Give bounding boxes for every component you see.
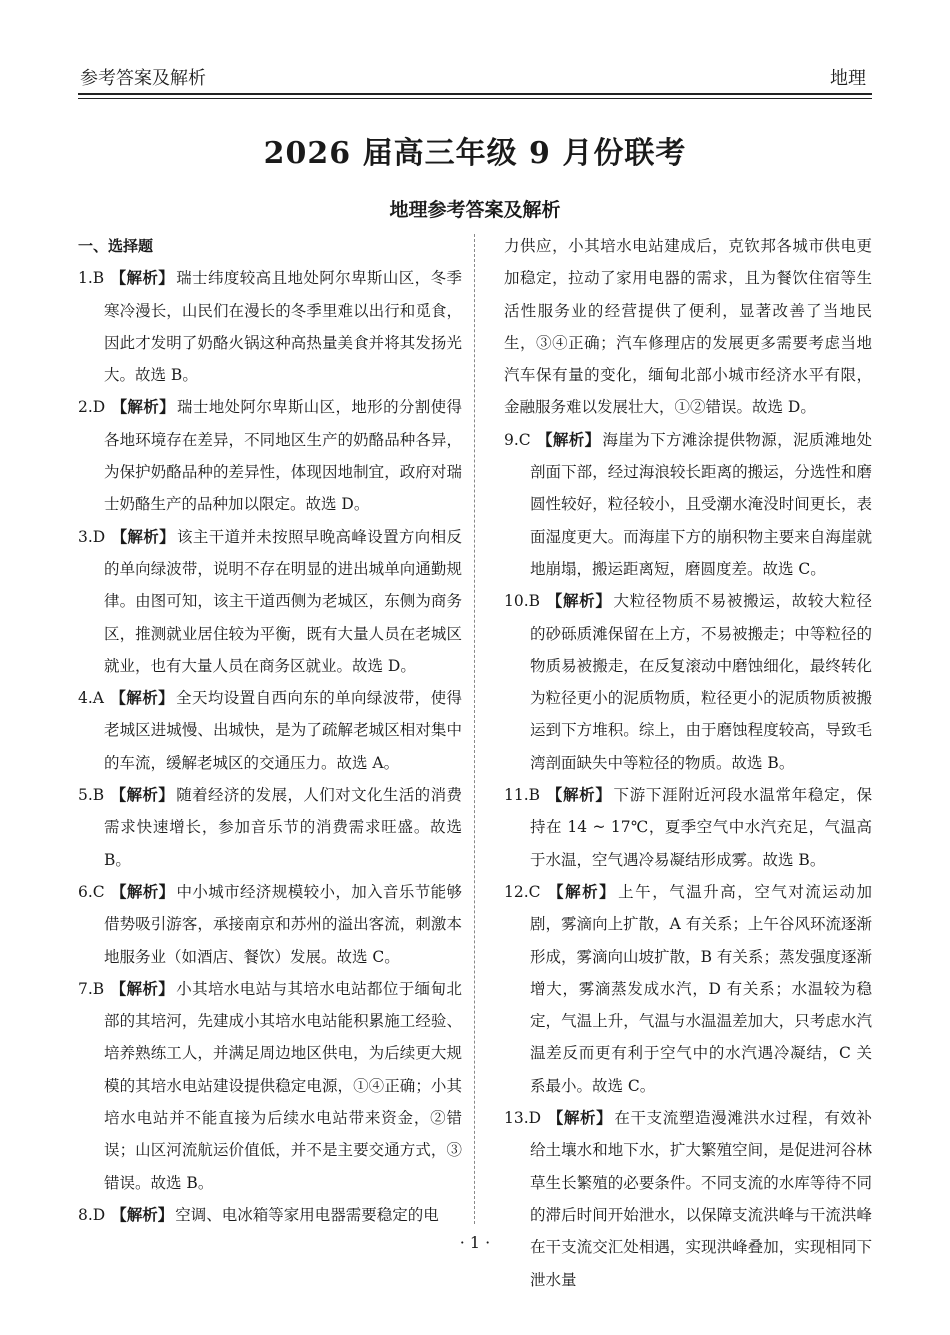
answer-item-9: 9.C 【解析】 海崖为下方滩涂提供物源，泥质滩地处剖面下部，经过海浪较长距离的搬运，分选性和磨圆性较好，粒径较小，且受潮水淹没时间更长，表面湿度更大。而海崖下方的崩积物主要来自海崖就地崩塌，搬运距离短，磨圆度差。故选 C。 xyxy=(504,430,872,578)
answer-item-8-continued: 力供应，小其培水电站建成后，克钦邦各城市供电更加稳定，拉动了家用电器的需求，且为餐饮住宿等生活性服务业的经营提供了便利，显著改善了当地民生，③④正确；汽车修理店的发展更多需要考虑当地汽车保有量的变化，缅甸北部小城市经济水平有限，金融服务难以发展壮大，①②错误。故选 D。 xyxy=(504,237,872,417)
answer-item-8: 8.D 【解析】 空调、电冰箱等家用电器需要稳定的电 xyxy=(78,1205,439,1224)
answer-item-7: 7.B 【解析】 小其培水电站与其培水电站都位于缅甸北部的其培河，先建成小其培水电站能积累施工经验、培养熟练工人，并满足周边地区供电，为后续更大规模的其培水电站建设提供稳定电源，①④正确；小其培水电站并不能直接为后续水电站带来资金，②错误；山区河流航运价值低，并不是主要交通方式，③错误。故选 B。 xyxy=(78,979,462,1192)
page-number: · 1 · xyxy=(459,1233,491,1252)
answer-item-6: 6.C 【解析】 中小城市经济规模较小，加入音乐节能够借势吸引游客，承接南京和苏州的溢出客流，刺激本地服务业（如酒店、餐饮）发展。故选 C。 xyxy=(78,882,462,966)
section-heading: 一、选择题 xyxy=(78,237,154,255)
answer-item-10: 10.B 【解析】 大粒径物质不易被搬运，故较大粒径的砂砾质滩保留在上方，不易被搬走；中等粒径的物质易被搬走，在反复滚动中磨蚀细化，最终转化为粒径更小的泥质物质，粒径更小的泥质物质被搬运到下方堆积。综上，由于磨蚀程度较高，导致毛湾剖面缺失中等粒径的物质。故选 B。 xyxy=(504,592,872,772)
page-subtitle: 地理参考答案及解析 xyxy=(389,199,561,221)
answer-item-11: 11.B 【解析】 下游下涯附近河段水温常年稳定，保持在 14 ~ 17℃，夏季空气中水汽充足，气温高于水温，空气遇冷易凝结形成雾。故选 B。 xyxy=(504,786,872,869)
answer-item-3: 3.D 【解析】 该主干道并未按照早晚高峰设置方向相反的单向绿波带，说明不存在明显的进出城单向通勤规律。由图可知，该主干道西侧为老城区，东侧为商务区，推测就业居住较为平衡，既有大量人员在老城区就业，也有大量人员在商务区就业。故选 D。 xyxy=(78,527,462,675)
header-rule-thin xyxy=(78,98,872,99)
header-rule-thick xyxy=(78,93,872,95)
answer-item-2: 2.D 【解析】 瑞士地处阿尔卑斯山区，地形的分割使得各地环境存在差异，不同地区生产的奶酪品种各异，为保护奶酪品种的差异性，体现因地制宜，政府对瑞士奶酪生产的品种加以限定。故选 D。 xyxy=(78,398,462,514)
running-header xyxy=(78,60,872,90)
answer-item-4: 4.A 【解析】 全天均设置自西向东的单向绿波带，使得老城区进城慢、出城快，是为了疏解老城区相对集中的车流，缓解老城区的交通压力。故选 A。 xyxy=(78,689,462,772)
right-column xyxy=(504,230,872,1296)
page-title: 2026 届高三年级 9 月份联考 xyxy=(263,136,687,171)
header-left-text: 参考答案及解析 xyxy=(80,68,206,89)
answer-item-12: 12.C 【解析】 上午，气温升高，空气对流运动加剧，雾滴向上扩散，A 有关系；上午谷风环流逐渐形成，雾滴向山坡扩散，B 有关系；蒸发强度逐渐增大，雾滴蒸发成水汽，D 有关系；水温较为稳定，气温上升，气温与水温温差加大，只考虑水汽温差反而更有利于空气中的水汽遇冷凝结，C 关系最小。故选 C。 xyxy=(504,882,872,1095)
answer-item-1: 1.B 【解析】 瑞士纬度较高且地处阿尔卑斯山区，冬季寒冷漫长，山民们在漫长的冬季里难以出行和觅食，因此才发明了奶酪火锅这种高热量美食并将其发扬光大。故选 B。 xyxy=(78,269,462,385)
header-subject: 地理 xyxy=(830,68,866,89)
column-divider xyxy=(474,234,475,1224)
answer-item-5: 5.B 【解析】 随着经济的发展，人们对文化生活的消费需求快速增长，参加音乐节的消费需求旺盛。故选 B。 xyxy=(78,786,462,869)
answer-item-13: 13.D 【解析】 在干支流塑造漫滩洪水过程，有效补给土壤水和地下水，扩大繁殖空间，是促进河谷林草生长繁殖的必要条件。不同支流的水库等待不同的滞后时间开始泄水，以保障支流洪峰与干流洪峰在干支流交汇处相遇，实现洪峰叠加，实现相同下泄水量 xyxy=(504,1109,872,1289)
left-column xyxy=(78,230,462,1231)
